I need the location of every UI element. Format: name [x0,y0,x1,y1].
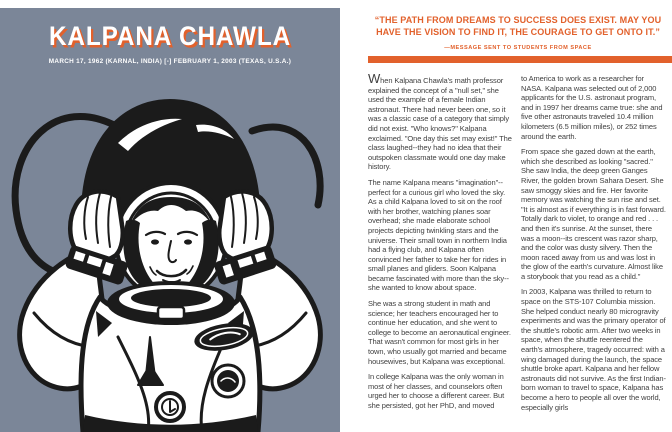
paragraph: From space she gazed down at the earth, which she described as looking "sacred." She saw India, the deep green Ganges River, the golden brown Sahara Desert. She saw smoggy skies and fire. Her favorite memory was watching the sun rise and set. "It is almost as if everything is in fast forward. Totally dark to violet, to orange and red . . . and then it's sunrise. At the sunset, there was a moon--its crescent was razor sharp, and the color was dusty silvery. Then the moon raced away from us and was lost in the glow of the earth's curvature. Almost like a storybook that you read as a child." [521,147,666,281]
page-title: KALPANA CHAWLA [48,21,292,51]
round-mission-patch [212,365,244,397]
paragraph: In college Kalpana was the only woman in most of her classes, and counselors often urged her to choose a different career. But she persisted, got her PhD, and moved [368,372,505,410]
kalpana-astronaut-illustration [0,85,340,432]
birth-death-dates: MARCH 17, 1962 (KARNAL, INDIA) [-] FEBRUARY 1, 2003 (TEXAS, U.S.A.) [48,58,292,65]
pull-quote: “THE PATH FROM DREAMS TO SUCCESS DOES EXIST. MAY YOU HAVE THE VISION TO FIND IT, THE COURAGE TO GET ONTO IT.” [374,15,662,37]
helmet-cable-right [252,127,320,205]
left-page [0,8,340,432]
paragraph: to America to work as a researcher for NASA. Kalpana was selected out of 2,000 applicants for the U.S. astronaut program, and in 1997 her dreams came true: she and five other astronauts traveled 10.4 million kilometers (6.5 million miles), or 252 times around the earth. [521,74,663,141]
quote-attribution: —MESSAGE SENT TO STUDENTS FROM SPACE [444,45,592,51]
paragraph: In 2003, Kalpana was thrilled to return to space on the STS-107 Columbia mission. She helped conduct nearly 80 microgravity experiments and was the primary operator of the shuttle's robotic arm. After two weeks in space, when the shuttle reentered the earth's atmosphere, tragedy occurred: with a wing damaged during the launch, the space shuttle broke apart. Kalpana and her fellow astronauts did not survive. As the first Indian-born woman to travel to space, Kalpana has become a hero to people all over the world, especially girls [521,287,666,412]
text-column-1 [368,71,512,417]
suit-dial [156,393,184,421]
right-page [340,0,672,432]
text-column-2 [521,74,666,418]
paragraph: When Kalpana Chawla's math professor explained the concept of a "null set," she used the example of a female Indian astronaut. There had never been one, so it was a classic case of a category that simply did not exist. "Who knows?" Kalpana exclaimed. "One day this set may exist!" The class laughed--they had no idea that their outspoken classmate would one day make history. [368,71,512,172]
paragraph: The name Kalpana means "imagination"--perfect for a curious girl who loved the sky. As a child Kalpana loved to sit on the roof with her brother, watching planes soar overhead; she made elaborate school projects depicting twinkling stars and the universe. Their small town in northern India had a flying club, and Kalpana often convinced her father to take her for rides in small planes and gliders. Soon Kalpana became fascinated with more than the sky--she wanted to know about space. [368,177,509,293]
orange-divider [368,56,672,63]
paragraph: She was a strong student in math and science; her teachers encouraged her to continue her education, and she went to college to become an aeronautical engineer. That wasn't common for most girls in her town, who usually got married and became housewives, but Kalpana was exceptional. [368,299,511,366]
